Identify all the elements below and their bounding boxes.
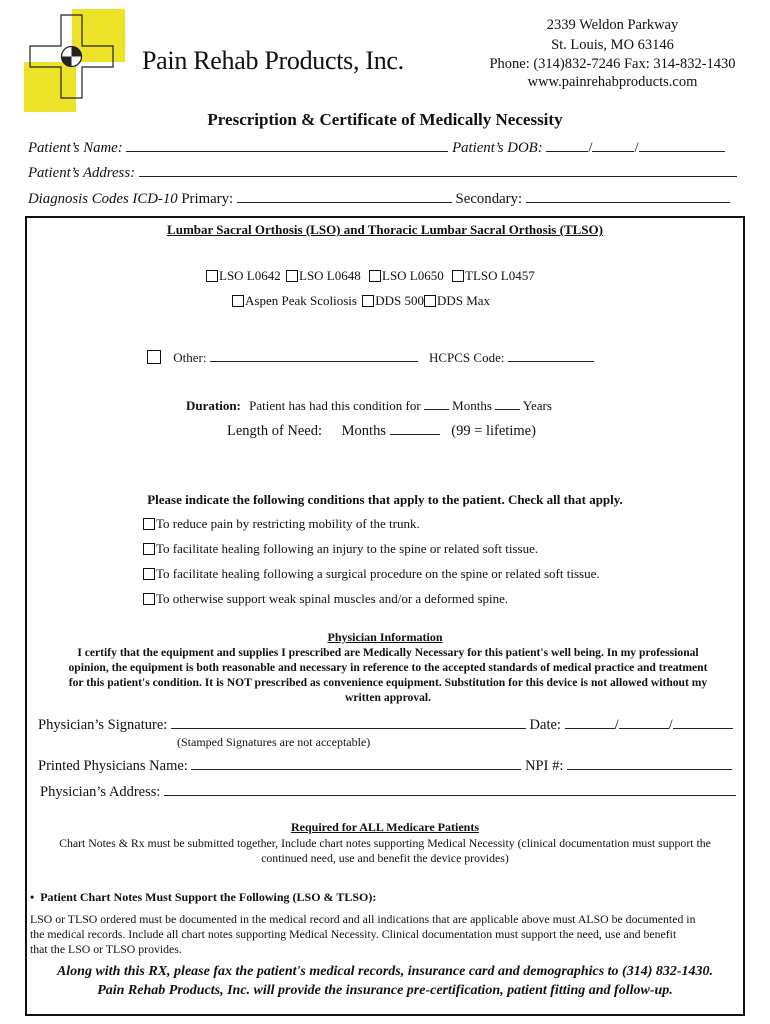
phone-fax: Phone: (314)832-7246 Fax: 314-832-1430 <box>489 56 736 72</box>
checkbox[interactable] <box>143 518 155 530</box>
date-slash: / <box>614 717 619 733</box>
date-day-field[interactable] <box>619 717 669 729</box>
address-line2: St. Louis, MO 63146 <box>551 37 674 53</box>
length-months-field[interactable] <box>390 423 440 435</box>
length-months-label: Months <box>341 423 386 439</box>
patient-address-row <box>28 164 737 182</box>
cert-line: I certify that the equipment and supplies I prescribed are Medically Necessary for this patient's well being. In my professional <box>77 646 699 659</box>
printed-name-row <box>38 758 732 775</box>
patient-dob-label: Patient’s DOB: <box>452 140 543 156</box>
paragraph-line: LSO or TLSO ordered must be documented in the medical record and all indications that are applicable above must ALSO be documented in <box>30 912 696 926</box>
date-year-field[interactable] <box>673 717 733 729</box>
website: www.painrehabproducts.com <box>527 74 698 90</box>
checkbox[interactable] <box>452 270 464 282</box>
physician-address-row <box>40 784 736 801</box>
checkbox[interactable] <box>362 295 374 307</box>
physician-address-label: Physician’s Address: <box>40 784 161 800</box>
checkbox[interactable] <box>369 270 381 282</box>
length-of-need-label: Length of Need: <box>227 423 323 439</box>
npi-field[interactable] <box>567 758 732 770</box>
form-title: Prescription & Certificate of Medically Necessity <box>207 110 563 129</box>
printed-name-field[interactable] <box>191 758 521 770</box>
option-label: LSO L0650 <box>382 268 444 283</box>
duration-months-field[interactable] <box>424 398 449 410</box>
primary-code-field[interactable] <box>237 190 452 203</box>
checkbox[interactable] <box>143 568 155 580</box>
hcpcs-field[interactable] <box>508 350 594 362</box>
months-label: Months <box>452 398 492 413</box>
option-label: TLSO L0457 <box>465 268 535 283</box>
company-name: Pain Rehab Products, Inc. <box>142 46 404 75</box>
chart-notes-bullet <box>30 890 376 905</box>
chart-notes-paragraph <box>30 912 695 957</box>
signature-label: Physician’s Signature: <box>38 717 168 733</box>
patient-address-field[interactable] <box>139 164 737 177</box>
medicare-heading: Required for ALL Medicare Patients <box>291 820 479 834</box>
date-month-field[interactable] <box>565 717 615 729</box>
patient-address-label: Patient’s Address: <box>28 165 136 181</box>
logo-cross-icon <box>24 9 134 119</box>
condition-item <box>143 516 420 532</box>
paragraph-line: that the LSO or TLSO provides. <box>30 942 182 956</box>
checkbox[interactable] <box>286 270 298 282</box>
dob-month-field[interactable] <box>546 139 588 152</box>
medicare-line: Chart Notes & Rx must be submitted together, Include chart notes supporting Medical Necessity (clinical documentation must support the <box>59 836 711 850</box>
condition-item <box>143 566 600 582</box>
physician-heading: Physician Information <box>327 630 443 644</box>
printed-name-label: Printed Physicians Name: <box>38 758 188 774</box>
signature-field[interactable] <box>171 717 526 729</box>
option-label: DDS Max <box>436 293 491 308</box>
closing-line: Along with this RX, please fax the patient's medical records, insurance card and demographics to (314) 832-1430. <box>56 964 714 979</box>
duration-label: Duration: <box>186 398 241 413</box>
stamp-note: (Stamped Signatures are not acceptable) <box>177 735 371 749</box>
npi-label: NPI #: <box>525 758 564 774</box>
closing-line: Pain Rehab Products, Inc. will provide the insurance pre-certification, patient fitting and follow-up. <box>97 983 673 998</box>
diagnosis-label: Diagnosis Codes ICD-10 <box>28 191 178 207</box>
cert-line: opinion, the equipment is both reasonable and necessary in reference to the accepted standards of medical practice and treatment <box>68 661 708 674</box>
dob-slash: / <box>588 140 593 156</box>
option-label: Aspen Peak Scoliosis <box>245 293 357 308</box>
patient-name-label: Patient’s Name: <box>28 140 123 156</box>
checkbox[interactable] <box>424 295 436 307</box>
condition-item <box>143 541 538 557</box>
checkbox[interactable] <box>232 295 244 307</box>
certification-text <box>38 645 738 705</box>
condition-label: To otherwise support weak spinal muscles and/or a deformed spine. <box>156 591 509 606</box>
lifetime-note: (99 = lifetime) <box>451 423 536 439</box>
other-row <box>147 350 594 366</box>
option-label: LSO L0642 <box>219 268 281 283</box>
option-label: DDS 500 <box>375 293 424 308</box>
cert-line: for this patient's condition. It is NOT prescribed as convenience equipment. Substitution for this device is not allowed without my <box>68 676 708 689</box>
date-label: Date: <box>529 717 561 733</box>
patient-name-row <box>28 139 725 157</box>
duration-text: Patient has had this condition for <box>249 398 421 413</box>
cert-line: written approval. <box>344 691 432 704</box>
duration-years-field[interactable] <box>495 398 520 410</box>
checkbox[interactable] <box>143 543 155 555</box>
option-label: LSO L0648 <box>299 268 361 283</box>
dob-day-field[interactable] <box>592 139 634 152</box>
dob-year-field[interactable] <box>639 139 725 152</box>
address-line1: 2339 Weldon Parkway <box>546 17 679 33</box>
orthosis-row1 <box>206 268 535 284</box>
physician-address-field[interactable] <box>164 784 736 796</box>
dob-slash: / <box>634 140 639 156</box>
condition-label: To facilitate healing following an injury to the spine or related soft tissue. <box>156 541 539 556</box>
paragraph-line: the medical records. Include all chart notes supporting Medical Necessity. Clinical documentation must support the need, use and benefit <box>30 927 677 941</box>
patient-name-field[interactable] <box>126 139 448 152</box>
condition-item <box>143 591 508 607</box>
duration-row <box>186 398 552 414</box>
checkbox[interactable] <box>143 593 155 605</box>
condition-label: To facilitate healing following a surgical procedure on the spine or related soft tissue. <box>156 566 600 581</box>
conditions-instruction: Please indicate the following conditions that apply to the patient. Check all that apply. <box>147 492 623 507</box>
other-label: Other: <box>173 350 207 365</box>
bullet-icon: • <box>30 890 35 904</box>
secondary-code-field[interactable] <box>526 190 730 203</box>
secondary-label: Secondary: <box>455 191 523 207</box>
primary-label: Primary: <box>181 191 234 207</box>
chart-notes-heading: Patient Chart Notes Must Support the Following (LSO & TLSO): <box>40 890 377 904</box>
signature-row <box>38 717 733 734</box>
diagnosis-row <box>28 190 730 208</box>
medicare-line: continued need, use and benefit the device provides) <box>261 851 509 865</box>
orthosis-row2 <box>232 293 490 309</box>
years-label: Years <box>522 398 552 413</box>
other-checkbox[interactable] <box>147 350 161 364</box>
date-slash: / <box>668 717 673 733</box>
length-of-need-row <box>227 423 536 440</box>
hcpcs-label: HCPCS Code: <box>428 350 505 365</box>
checkbox[interactable] <box>206 270 218 282</box>
condition-label: To reduce pain by restricting mobility of the trunk. <box>156 516 420 531</box>
orthosis-section-title: Lumbar Sacral Orthosis (LSO) and Thoracic Lumbar Sacral Orthosis (TLSO) <box>167 222 603 237</box>
other-field[interactable] <box>210 350 418 362</box>
